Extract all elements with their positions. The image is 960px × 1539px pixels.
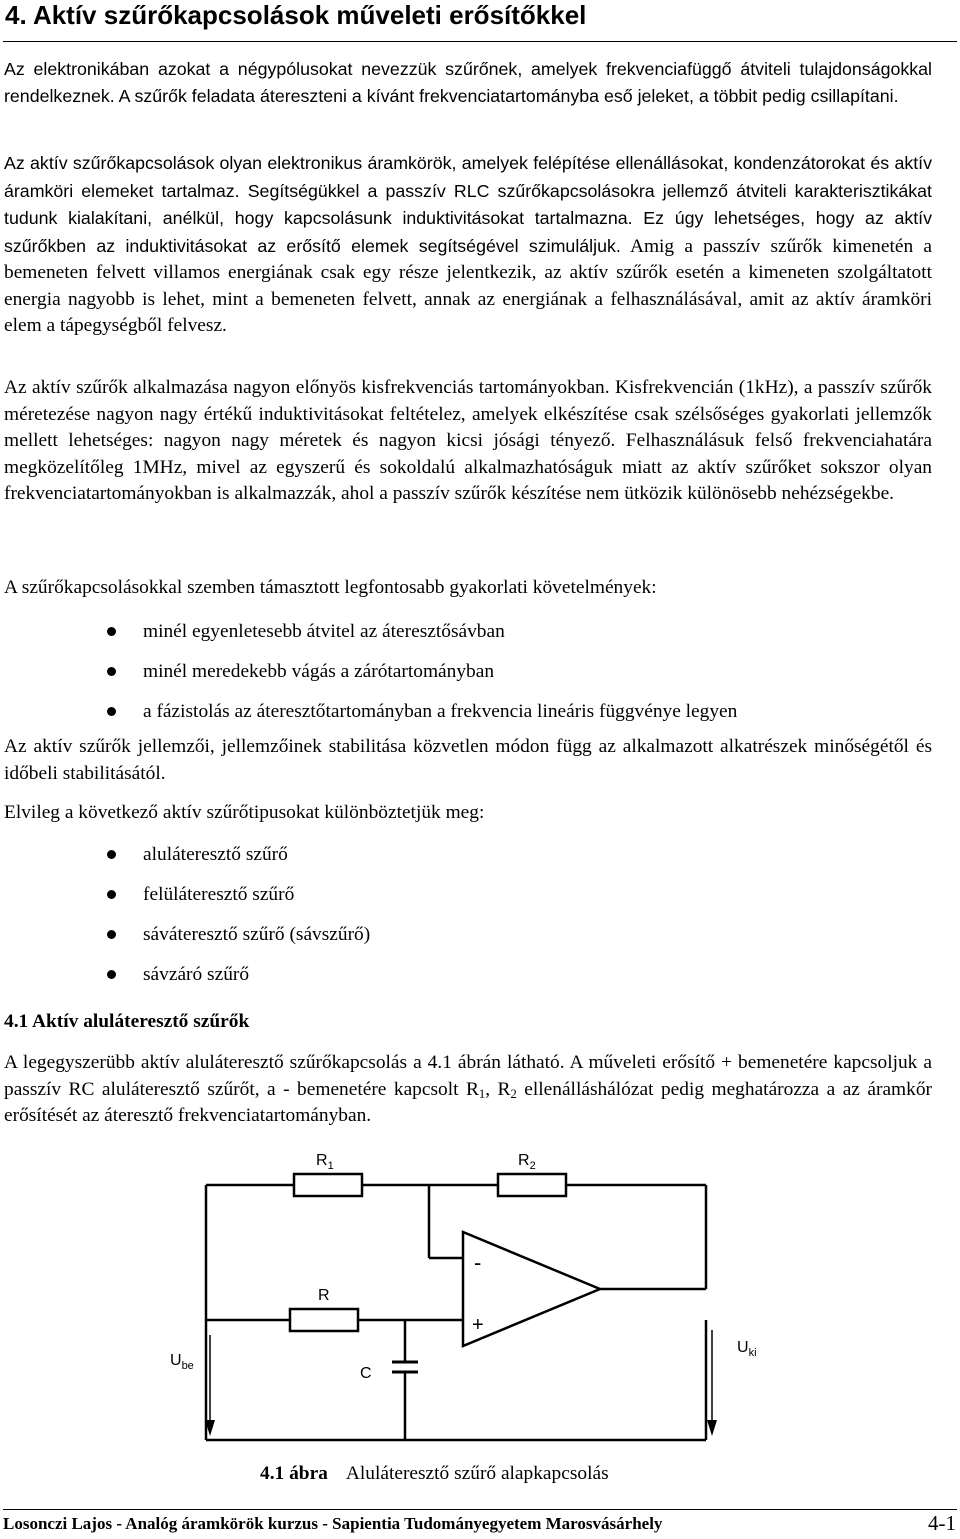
intro-paragraph-1: Az elektronikában azokat a négypólusokat nevezzük szűrőnek, amelyek frekvenciafüggő átviteli tulajdonságokkal rendelkeznek. A szűrők feladata átereszteni a kívánt frekvenciatartományba eső jeleket, a többit pedig csillapítani.	[4, 59, 932, 106]
resistor-r2	[498, 1174, 566, 1196]
bullet-icon	[107, 930, 116, 939]
page-number: 4-1	[928, 1511, 956, 1535]
intro-paragraph-3: Az aktív szűrők alkalmazása nagyon előnyös kisfrekvenciás tartományokban. Kisfrekvencián (1kHz), a passzív szűrők méretezése nagyon nagy értékű induktivitásokat feltételez, amelyek elkészítése csak szélsőséges gyakorlati jellemzők mellett lehetséges: nagyon nagy méretek és nagyon kicsi jósági tényező. Felhasználásuk felső frekvenciahatára megközelítőleg 1MHz, mivel az egyszerű és sokoldalú alkalmazhatóságuk miatt az aktív szűrőket sokszor olyan frekvenciatartományokban is alkalmazzák, ahol a passzív szűrők készítése nem ütközik különösebb nehézségekbe.	[4, 377, 932, 504]
filter-types-intro: Elvileg a következő aktív szűrőtipusokat különböztetjük meg:	[4, 802, 485, 823]
intro-paragraph-2-sans: Az aktív szűrőkapcsolások olyan elektronikus áramkörök, amelyek felépítése ellenállásokat, kondenzátorokat és aktív áramköri elemeket tartalmaz. Segítségükkel a passzív RLC szűrőkapcsolásokra jellemző átviteli karakterisztikákat tudunk kialakítani, anélkül, hogy kapcsolásunk induktivitásokat tartalmazna. Ez úgy lehetséges, hogy az aktív szűrőkben az induktivitásokat az erősítő elemek segítségével szimuláljuk.	[4, 153, 932, 256]
label-minus: -	[474, 1250, 482, 1275]
bullet-icon	[107, 707, 116, 716]
bullet-icon	[107, 667, 116, 676]
bullet-icon	[107, 970, 116, 979]
page-title: 4. Aktív szűrőkapcsolások műveleti erősítőkkel	[5, 0, 587, 30]
label-c: C	[360, 1365, 372, 1382]
stability-paragraph: Az aktív szűrők jellemzői, jellemzőinek stabilitása közvetlen módon függ az alkalmazott alkatrészek minőségétől és időbeli stabilitásától.	[4, 736, 932, 784]
caption-text: Aluláteresztő szűrő alapkapcsolás	[345, 1463, 609, 1484]
section-heading: 4.1 Aktív aluláteresztő szűrők	[4, 1011, 250, 1032]
arrow-down-icon	[707, 1420, 717, 1436]
label-uki: $U_{ki}$	[737, 1339, 757, 1359]
title-divider	[3, 41, 957, 42]
label-ube: $U_{be}$	[170, 1352, 194, 1372]
bullet-icon	[107, 890, 116, 899]
bullet-icon	[107, 850, 116, 859]
label-r2: $R_2$	[518, 1152, 536, 1172]
caption-number: 4.1 ábra	[260, 1463, 328, 1484]
intro-paragraph-2	[4, 150, 932, 340]
footer-text: Losonczi Lajos - Analóg áramkörök kurzus - Sapientia Tudományegyetem Marosvásárhely	[3, 1514, 663, 1533]
figure-caption	[260, 1463, 609, 1485]
intro-paragraph-2-serif: Amig a passzív szűrők kimenetén a bemeneten felvett villamos energiának csak egy része jelentkezik, az aktív szűrők esetén a kimeneten szolgáltatott energia nagyobb is lehet, mint a bemeneten felvett, annak az energiának a felhasználásával, amit az aktív áramköri elem a tápegységből felvesz.	[4, 235, 932, 336]
section-paragraph: A legegyszerübb aktív aluláteresztő szűrőkapcsolás a 4.1 ábrán látható. A műveleti erősítő + bemenetére kapcsoljuk a passzív RC aluláteresztő szűrőt, a - bemenetére kapcsolt $R_1$, $R_2$ ellenálláshálózat pedig meghatározza a az áramkőr erősítését az áteresztő frekvenciatartományban.	[4, 1052, 932, 1126]
requirements-intro: A szűrőkapcsolásokkal szemben támasztott legfontosabb gyakorlati követelmények:	[4, 577, 657, 598]
bullet-icon	[107, 627, 116, 636]
footer-divider	[3, 1509, 957, 1510]
resistor-r1	[294, 1174, 362, 1196]
label-plus: +	[472, 1314, 484, 1336]
document-page: 4. Aktív szűrőkapcsolások műveleti erősítőkkel Az elektronikában azokat a négypólusokat nevezzük szűrőnek, amelyek frekvenciafüggő átviteli tulajdonságokkal rendelkeznek. A szűrők feladata átereszteni a kívánt frekvenciatartományba eső jeleket, a többit pedig csillapítani. Az aktív szűrőkapcsolások olyan elektronikus áramkörök, amelyek felépítése ellenállásokat, kondenzátorokat és aktív áramköri elemeket tartalmaz. Segítségükkel a passzív RLC szűrőkapcsolásokra jellemző átviteli karakterisztikákat tudunk kialakítani, anélkül, hogy kapcsolásunk induktivitásokat tartalmazna. Ez úgy lehetséges, hogy az aktív szűrőkben az induktivitásokat az erősítő elemek segítségével szimuláljuk. Amig a passzív szűrők kimenetén a bemeneten felvett villamos energiának csak egy része jelentkezik, az aktív szűrők esetén a kimeneten szolgáltatott energia nagyobb is lehet, mint a bemeneten felvett, annak az energiának a felhasználásával, amit az aktív áramköri elem a tápegységből felvesz. Az aktív szűrők alkalmazása nagyon előnyös kisfrekvenciás tartományokban. Kisfrekvencián (1kHz), a passzív szűrők méretezése nagyon nagy értékű induktivitásokat feltételez, amelyek elkészítése csak szélsőséges gyakorlati jellemzők mellett lehetséges: nagyon nagy méretek és nagyon kicsi jósági tényező. Felhasználásuk felső frekvenciahatára megközelítőleg 1MHz, mivel az egyszerű és sokoldalú alkalmazhatóságuk miatt az aktív szűrőket sokszor olyan frekvenciatartományokban is alkalmazzák, ahol a passzív szűrők készítése nem ütközik különösebb nehézségekbe. A szűrőkapcsolásokkal szemben támasztott legfontosabb gyakorlati követelmények: minél egyenletesebb átvitel az áteresztősávban minél meredekebb vágás a zárótartományban a fázistolás az áteresztőtartományban a frekvencia lineáris függvénye legyen Az aktív szűrők jellemzői, jellemzőinek stabilitása közvetlen módon függ az alkalmazott alkatrészek minőségétől és időbeli stabilitásától. Elvileg a következő aktív szűrőtipusokat különböztetjük meg: aluláteresztő szűrő felüláteresztő szűrő sáváteresztő szűrő (sávszűrő) sávzáró szűrő 4.1 Aktív aluláteresztő szűrők A legegyszerübb aktív aluláteresztő szűrőkapcsolás a 4.1 ábrán látható. A műveleti erősítő + bemenetére kapcsoljuk a passzív RC aluláteresztő szűrőt, a - bemenetére kapcsolt $R_1$, $R_2$ ellenálláshálózat pedig meghatározza a az áramkőr erősítését az áteresztő frekvenciatartományban. $R_1$ $R_2$ R C - + $U_{be}$ $U_{ki}$ 4.1 ábra Aluláteresztő szűrő alapkapcsolás Losonczi Lajos - Analóg áramkörök kurzus - Sapientia Tudományegyetem Marosvásárhely 4-1	[0, 0, 960, 1539]
resistor-r	[290, 1309, 358, 1331]
circuit-diagram	[0, 1140, 960, 1460]
label-r: R	[318, 1287, 330, 1304]
label-r1: $R_1$	[316, 1152, 334, 1172]
